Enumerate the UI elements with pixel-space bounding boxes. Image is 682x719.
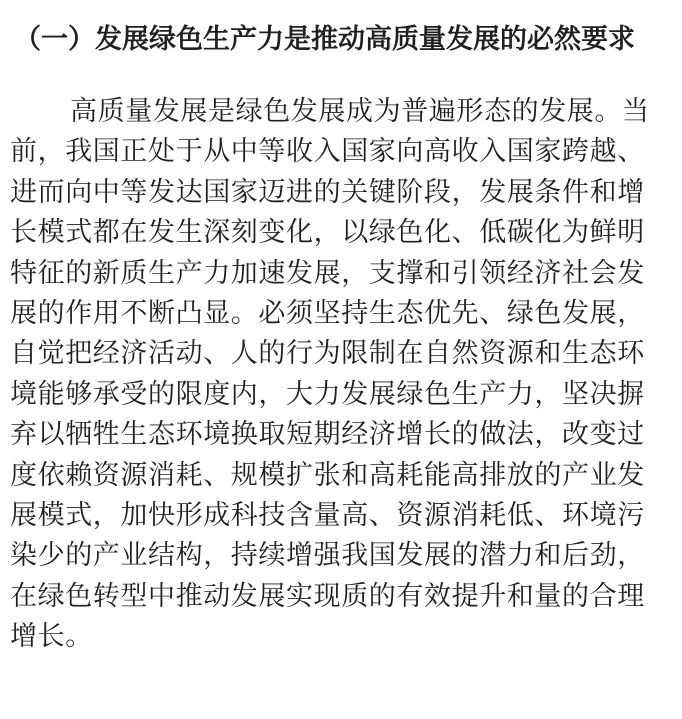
paragraph-line: 增长。 — [10, 621, 93, 653]
paragraph-line: 度依赖资源消耗、规模扩张和高耗能高排放的产业发 — [10, 459, 645, 491]
paragraph-line: 染少的产业结构，持续增强我国发展的潜力和后劲， — [10, 540, 645, 572]
paragraph-line: 境能够承受的限度内，大力发展绿色生产力，坚决摒 — [10, 378, 645, 410]
paragraph-line: 特征的新质生产力加速发展，支撑和引领经济社会发 — [10, 257, 645, 289]
paragraph-line: 进而向中等发达国家迈进的关键阶段，发展条件和增 — [10, 176, 645, 208]
paragraph-line: 弃以牺牲生态环境换取短期经济增长的做法，改变过 — [10, 419, 645, 451]
paragraph-line: 自觉把经济活动、人的行为限制在自然资源和生态环 — [10, 338, 645, 370]
paragraph-line: 长模式都在发生深刻变化，以绿色化、低碳化为鲜明 — [10, 217, 645, 249]
paragraph-line: 高质量发展是绿色发展成为普遍形态的发展。当 — [70, 96, 650, 127]
paragraph-line: 在绿色转型中推动发展实现质的有效提升和量的合理 — [10, 580, 645, 612]
paragraph-line: 展的作用不断凸显。必须坚持生态优先、绿色发展， — [10, 298, 645, 330]
body-paragraph — [10, 92, 674, 658]
paragraph-line: 展模式，加快形成科技含量高、资源消耗低、环境污 — [10, 500, 645, 532]
section-heading: （一）发展绿色生产力是推动高质量发展的必然要求 — [14, 24, 635, 55]
paragraph-line: 前，我国正处于从中等收入国家向高收入国家跨越、 — [10, 136, 645, 168]
